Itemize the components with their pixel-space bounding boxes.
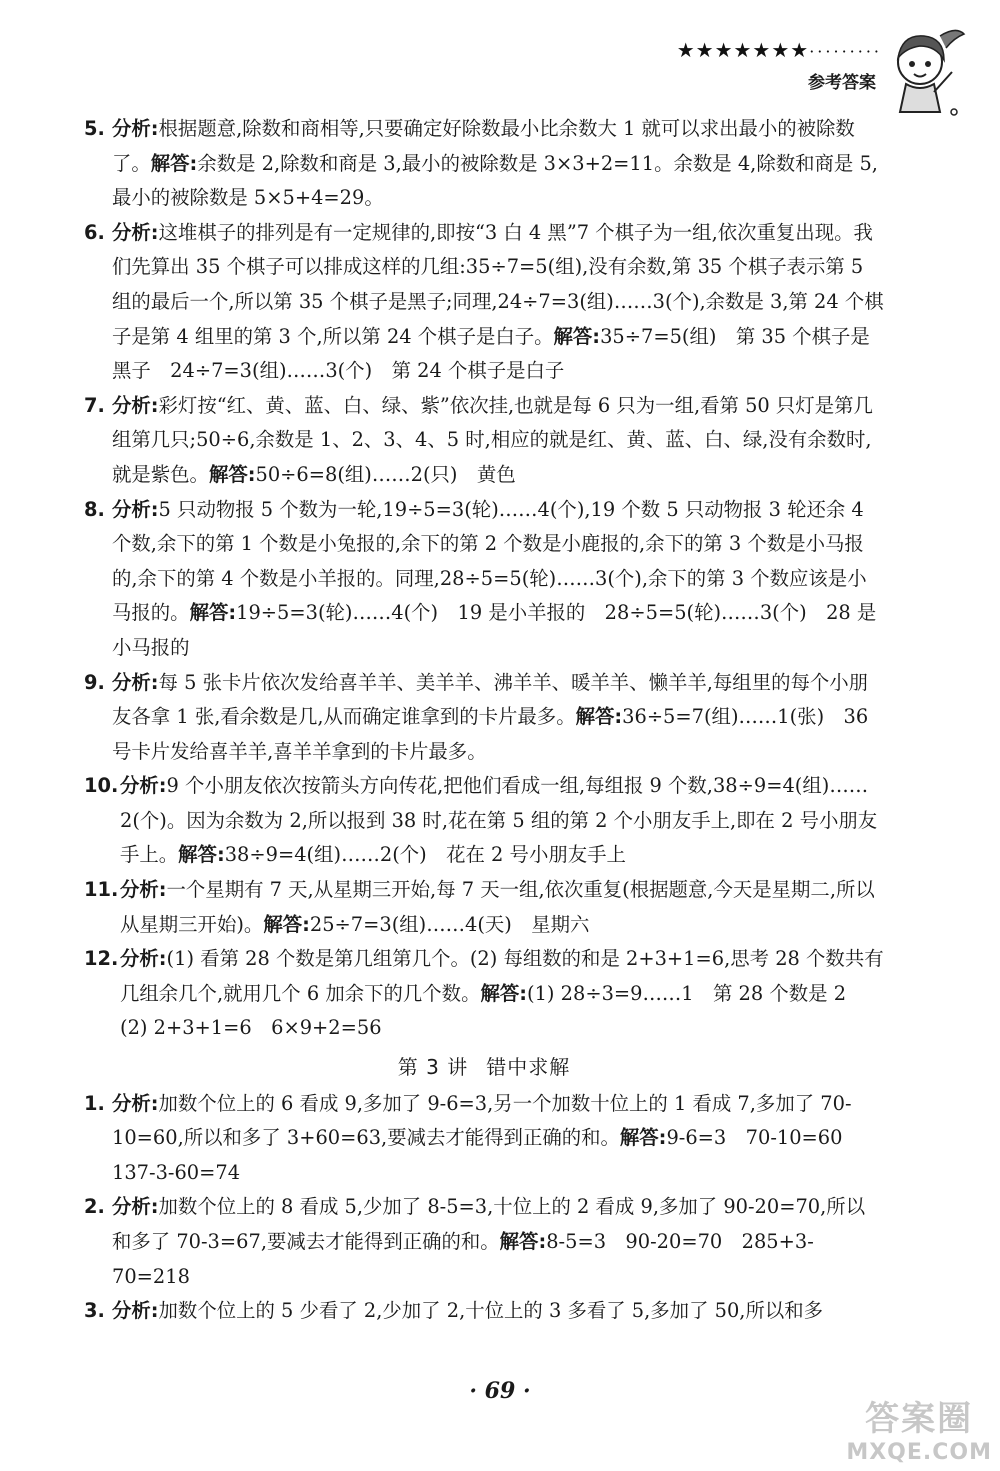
- item-number: 10.: [84, 774, 119, 798]
- analysis-label: 分析:: [112, 1091, 159, 1115]
- answer-text: (1) 28÷3=9……1 第 28 个数是 2 (2) 2+3+1=6 6×9+2=56: [120, 981, 866, 1040]
- section-heading: [84, 1050, 884, 1085]
- analysis-text: 每 5 张卡片依次发给喜羊羊、美羊羊、沸羊羊、暖羊羊、懒羊羊,每组里的每个小朋友各拿 1 张,看余数是几,从而确定谁拿到的卡片最多。: [112, 670, 869, 729]
- answer-label: 解答:: [263, 912, 310, 936]
- analysis-label: 分析:: [112, 220, 159, 244]
- watermark-text: 答案圈: [865, 1399, 974, 1439]
- analysis-label: 分析:: [120, 774, 167, 798]
- section-title: 错中求解: [486, 1055, 571, 1080]
- answer-item-8: [84, 493, 884, 666]
- answer-label: 解答:: [150, 151, 198, 175]
- item-number: 5.: [84, 117, 105, 140]
- answer-item-3-2: [84, 1190, 884, 1294]
- answer-label: 解答:: [189, 601, 237, 625]
- watermark-logo: [846, 1391, 992, 1465]
- analysis-label: 分析:: [112, 670, 159, 694]
- section-lecture: 第 3 讲: [397, 1055, 469, 1080]
- answer-item-10: [84, 769, 884, 873]
- page-number: · 69 ·: [469, 1378, 531, 1404]
- item-number: 3.: [84, 1299, 105, 1323]
- stars: ★★★★★★★: [676, 38, 810, 62]
- answer-item-5: [84, 112, 884, 216]
- watermark-url: MXQE.COM: [846, 1440, 992, 1465]
- item-number: 12.: [84, 947, 119, 971]
- header-title: 参考答案: [808, 73, 876, 93]
- answer-text: 35÷7=5(组) 第 35 个棋子是黑子 24÷7=3(组)……3(个) 第 24 个棋子是白子: [112, 324, 870, 383]
- answer-item-3-3: [84, 1294, 884, 1329]
- analysis-label: 分析:: [120, 947, 167, 971]
- item-number: 8.: [84, 497, 105, 521]
- answer-content: [84, 112, 884, 1329]
- page-header: [677, 38, 882, 93]
- cartoon-girl-icon: [884, 22, 968, 120]
- answer-item-12: [84, 942, 884, 1046]
- answer-label: 解答:: [619, 1126, 667, 1150]
- analysis-text: 9 个小朋友依次按箭头方向传花,把他们看成一组,每组报 9 个数,38÷9=4(组)……2(个)。因为余数为 2,所以报到 38 时,花在第 5 组的第 2 个小朋友手上,即在 2 号小朋友手上。: [120, 774, 878, 867]
- item-number: 9.: [84, 670, 105, 694]
- item-number: 2.: [84, 1195, 105, 1219]
- analysis-text: 加数个位上的 6 看成 9,多加了 9-6=3,另一个加数十位上的 1 看成 7,多加了 70-10=60,所以和多了 3+60=63,要减去才能得到正确的和。: [112, 1091, 852, 1150]
- item-number: 11.: [84, 878, 119, 902]
- analysis-text: 根据题意,除数和商相等,只要确定好除数最小比余数大 1 就可以求出最小的被除数了。: [112, 117, 855, 175]
- analysis-label: 分析:: [112, 1195, 159, 1219]
- answer-item-3-1: [84, 1087, 884, 1191]
- analysis-label: 分析:: [120, 878, 167, 902]
- analysis-label: 分析:: [112, 117, 159, 140]
- analysis-text: 这堆棋子的排列是有一定规律的,即按“3 白 4 黑”7 个棋子为一组,依次重复出现。我们先算出 35 个棋子可以排成这样的几组:35÷7=5(组),没有余数,第 35 个棋子表示第 5 组的最后一个,所以第 35 个棋子是黑子;同理,24÷7=3(组)……3(个),余数是 3,第 24 个棋子是第 4 组里的第 3 个,所以第 24 个棋子是白子。: [112, 220, 884, 348]
- item-number: 6.: [84, 220, 105, 244]
- answer-text: 25÷7=3(组)……4(天) 星期六: [309, 912, 590, 936]
- answer-item-6: [84, 216, 884, 389]
- analysis-text: 彩灯按“红、黄、蓝、白、绿、紫”依次挂,也就是每 6 只为一组,看第 50 只灯是第几组第几只;50÷6,余数是 1、2、3、4、5 时,相应的就是红、黄、蓝、白、绿,没有余数时,就是紫色。: [112, 393, 873, 486]
- answer-text: 余数是 2,除数和商是 3,最小的被除数是 3×3+2=11。余数是 4,除数和商是 5,最小的被除数是 5×5+4=29。: [112, 151, 878, 210]
- analysis-text: (1) 看第 28 个数是第几组第几个。(2) 每组数的和是 2+3+1=6,思考 28 个数共有几组余几个,就用几个 6 加余下的几个数。: [120, 947, 884, 1005]
- analysis-text: 加数个位上的 5 少看了 2,少加了 2,十位上的 3 多看了 5,多加了 50,所以和多: [158, 1299, 824, 1323]
- answer-label: 解答:: [499, 1230, 547, 1253]
- answer-text: 50÷6=8(组)……2(只) 黄色: [255, 462, 516, 486]
- answer-text: 36÷5=7(组)……1(张) 36 号卡片发给喜羊羊,喜羊羊拿到的卡片最多。: [112, 705, 869, 763]
- item-number: 7.: [84, 393, 105, 417]
- dots: ·········: [809, 42, 882, 61]
- answer-label: 解答:: [575, 705, 623, 729]
- answer-text: 38÷9=4(组)……2(个) 花在 2 号小朋友手上: [224, 843, 626, 867]
- answer-item-11: [84, 873, 884, 942]
- answer-item-7: [84, 389, 884, 493]
- analysis-label: 分析:: [112, 497, 159, 521]
- item-number: 1.: [84, 1091, 105, 1115]
- answer-label: 解答:: [178, 843, 225, 867]
- answer-label: 解答:: [208, 462, 256, 486]
- analysis-text: 一个星期有 7 天,从星期三开始,每 7 天一组,依次重复(根据题意,今天是星期二,所以从星期三开始)。: [120, 878, 875, 936]
- answer-label: 解答:: [553, 324, 601, 348]
- answer-label: 解答:: [480, 981, 528, 1005]
- analysis-label: 分析:: [112, 393, 159, 417]
- answer-item-9: [84, 666, 884, 770]
- analysis-text: 5 只动物报 5 个数为一轮,19÷5=3(轮)……4(个),19 个数 5 只动物报 3 轮还余 4 个数,余下的第 1 个数是小兔报的,余下的第 2 个数是小鹿报的,余下的第 3 个数是小马报的,余下的第 4 个数是小羊报的。同理,28÷5=5(轮)……3(个),余下的第 3 个数应该是小马报的。: [112, 497, 867, 625]
- answer-text: 9-6=3 70-10=60 137-3-60=74: [112, 1126, 862, 1184]
- answer-text: 8-5=3 90-20=70 285+3-70=218: [112, 1230, 814, 1288]
- analysis-text: 加数个位上的 8 看成 5,少加了 8-5=3,十位上的 2 看成 9,多加了 90-20=70,所以和多了 70-3=67,要减去才能得到正确的和。: [112, 1195, 866, 1253]
- stars-rating-decoration: [677, 38, 882, 62]
- analysis-label: 分析:: [112, 1299, 159, 1323]
- answer-text: 19÷5=3(轮)……4(个) 19 是小羊报的 28÷5=5(轮)……3(个) 28 是小马报的: [112, 601, 877, 659]
